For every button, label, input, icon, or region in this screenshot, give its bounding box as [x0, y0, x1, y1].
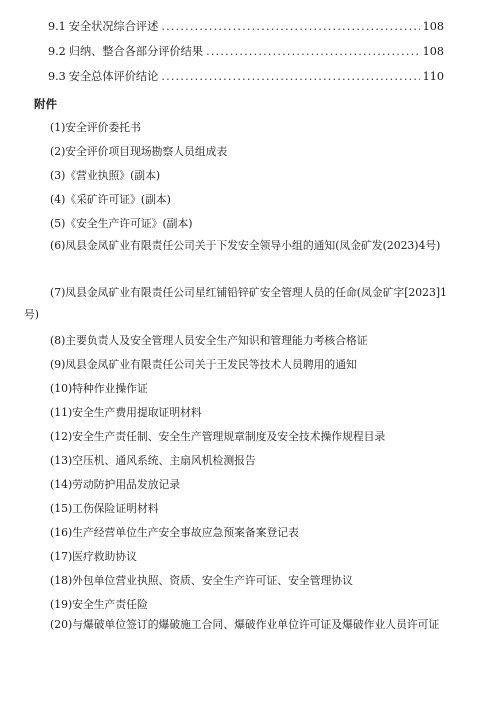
appendix-item: (10)特种作业操作证 [50, 382, 148, 395]
toc-number: 9.3 [48, 70, 66, 83]
toc-title: 安全状况综合评述 [68, 20, 159, 33]
appendix-item: (18)外包单位营业执照、资质、安全生产许可证、安全管理协议 [50, 574, 353, 587]
appendix-item: (9)凤县金凤矿业有限责任公司关于王发民等技术人员聘用的通知 [50, 358, 357, 371]
appendix-item: (1)安全评价委托书 [50, 121, 141, 134]
toc-entry [48, 18, 444, 36]
appendix-item: (3)《营业执照》(副本) [50, 169, 161, 182]
toc-page-number: 108 [422, 45, 444, 58]
toc-title: 归纳、整合各部分评价结果 [68, 45, 204, 58]
appendix-item: (14)劳动防护用品发放记录 [50, 478, 181, 491]
appendix-item: (5)《安全生产许可证》(副本) [50, 217, 193, 230]
appendix-item: (19)安全生产责任险 [50, 598, 148, 611]
toc-page-number: 110 [422, 70, 444, 83]
toc-leader [206, 43, 420, 61]
appendix-item: (13)空压机、通风系统、主扇风机检测报告 [50, 454, 256, 467]
appendix-item: (2)安全评价项目现场勘察人员组成表 [50, 145, 228, 158]
appendix-item: (20)与爆破单位签订的爆破施工合同、爆破作业单位许可证及爆破作业人员许可证 [50, 618, 440, 631]
appendix-item: (8)主要负责人及安全管理人员安全生产知识和管理能力考核合格证 [50, 334, 368, 347]
appendix-item: (11)安全生产费用提取证明材料 [50, 406, 202, 419]
toc-number: 9.2 [48, 45, 66, 58]
appendix-item: (4)《采矿许可证》(副本) [50, 193, 171, 206]
appendix-item: (16)生产经营单位生产安全事故应急预案备案登记表 [50, 526, 299, 539]
toc-entry [48, 68, 444, 86]
toc-number: 9.1 [48, 20, 66, 33]
appendix-item: (6)凤县金凤矿业有限责任公司关于下发安全领导小组的通知(凤金矿发(2023)4号) [50, 239, 441, 252]
toc-page-number: 108 [422, 20, 444, 33]
appendix-item: (17)医疗救助协议 [50, 550, 137, 563]
appendix-item: (12)安全生产责任制、安全生产管理规章制度及安全技术操作规程目录 [50, 430, 386, 443]
appendix-item: (15)工伤保险证明材料 [50, 502, 159, 515]
toc-leader [161, 68, 419, 86]
toc-leader [161, 18, 419, 36]
toc-title: 安全总体评价结论 [68, 70, 159, 83]
toc-entry [48, 43, 444, 61]
appendix-heading: 附件 [34, 97, 57, 111]
appendix-item: (7)凤县金凤矿业有限责任公司星红铺铅锌矿安全管理人员的任命(凤金矿字[2023]1号) [24, 286, 447, 321]
